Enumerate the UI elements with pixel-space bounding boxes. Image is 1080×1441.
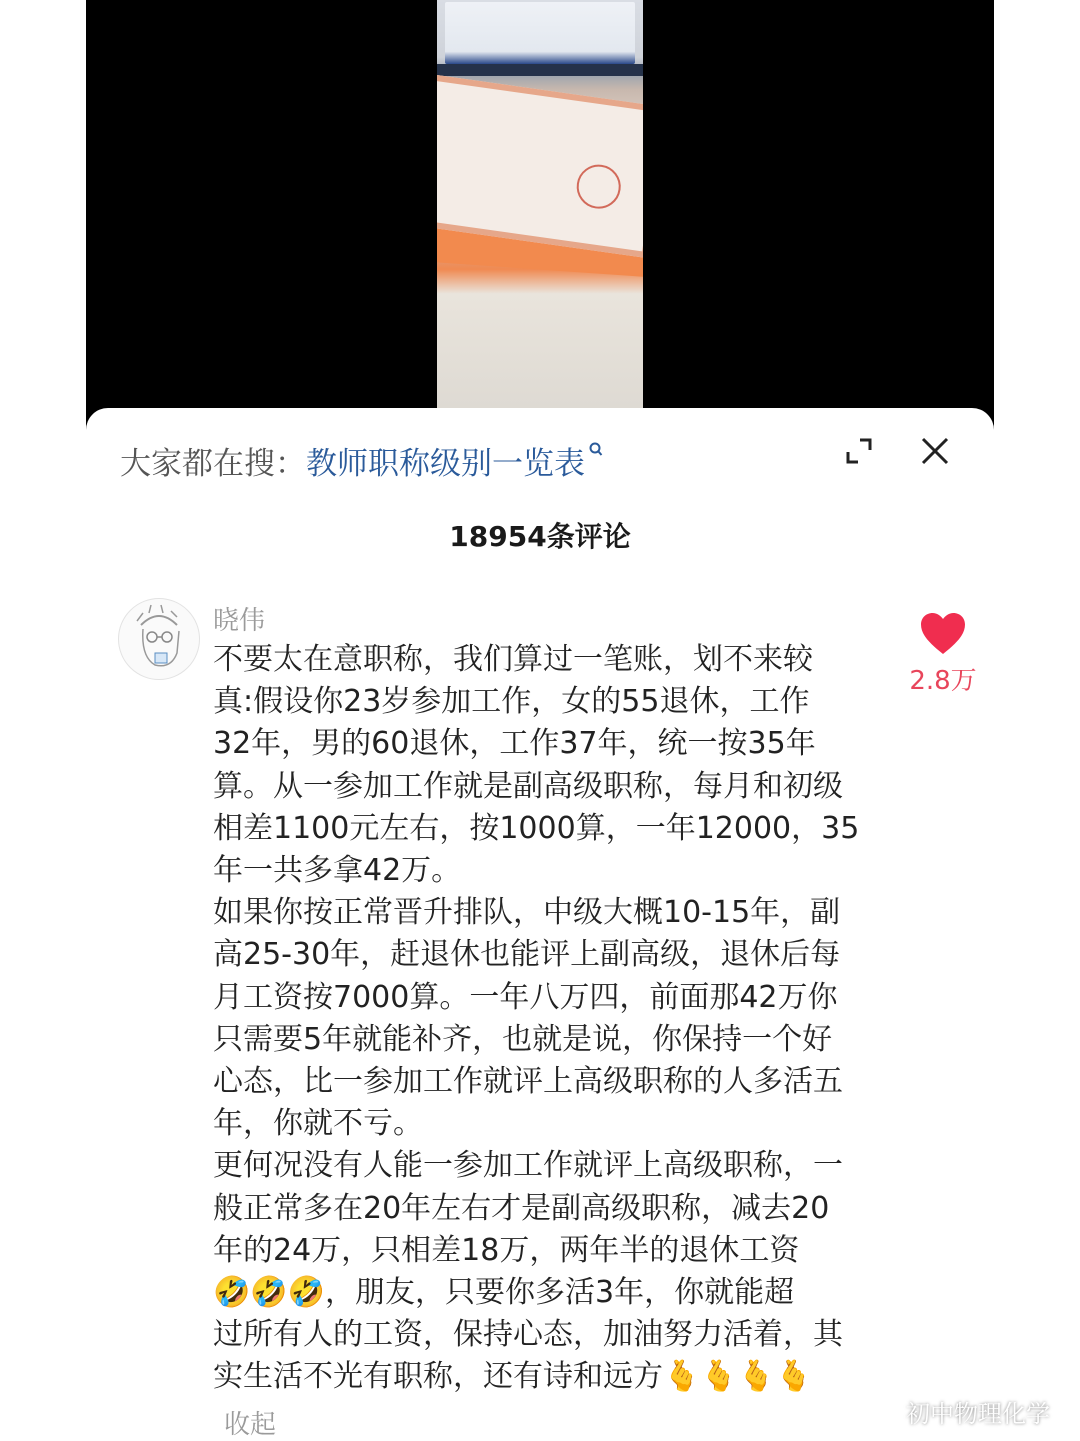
video-laptop-taskbar	[437, 64, 643, 76]
like-button[interactable]	[900, 612, 986, 697]
avatar[interactable]	[118, 598, 200, 680]
trending-search-link[interactable]: 教师职称级别一览表	[306, 445, 585, 482]
video-frame	[437, 0, 643, 408]
trending-search-prefix: 大家都在搜：	[120, 445, 306, 482]
close-icon[interactable]	[918, 434, 952, 468]
heart-icon	[920, 612, 966, 656]
collapse-button[interactable]: 收起	[224, 1410, 277, 1440]
comment-username[interactable]: 晓伟	[213, 606, 266, 636]
search-icon[interactable]	[589, 442, 603, 463]
watermark: 初中物理化学	[906, 1400, 1050, 1428]
expand-icon[interactable]	[846, 438, 872, 464]
video-certificate	[437, 74, 643, 258]
certificate-seal	[574, 162, 624, 212]
like-count: 2.8万	[909, 666, 977, 696]
comment-text: 不要太在意职称，我们算过一笔账，划不来较 真:假设你23岁参加工作，女的55退休，工作 32年，男的60退休，工作37年，统一按35年 算。从一参加工作就是副高级职称，每月和初级 相差1100元左右，按1000算，一年12000，35 年一共多拿42万。 如果你按正常晋升排队，中级大概10-15年，副 高25-30年，赶退休也能评上副高级，退休后每 月工资按7000算。一年八万四，前面那42万你 只需要5年就能补齐，也就是说，你保持一个好 心态，比一参加工作就评上高级职称的人多活五 年，你就不亏。 更何况没有人能一参加工作就评上高级职称，一 般正常多在20年左右才是副高级职称，减去20 年的24万，只相差18万，两年半的退休工资 🤣🤣🤣，朋友，只要你多活3年，你就能超 过所有人的工资，保持心态，加油努力活着，其 实生活不光有职称，还有诗和远方🫰🫰🫰🫰	[213, 642, 860, 1395]
comment-count: 18954条评论	[449, 520, 631, 553]
avatar-sketch-icon	[119, 599, 199, 679]
video-player[interactable]	[86, 0, 994, 430]
trending-search-row	[120, 440, 603, 480]
video-laptop-screen	[445, 2, 635, 64]
